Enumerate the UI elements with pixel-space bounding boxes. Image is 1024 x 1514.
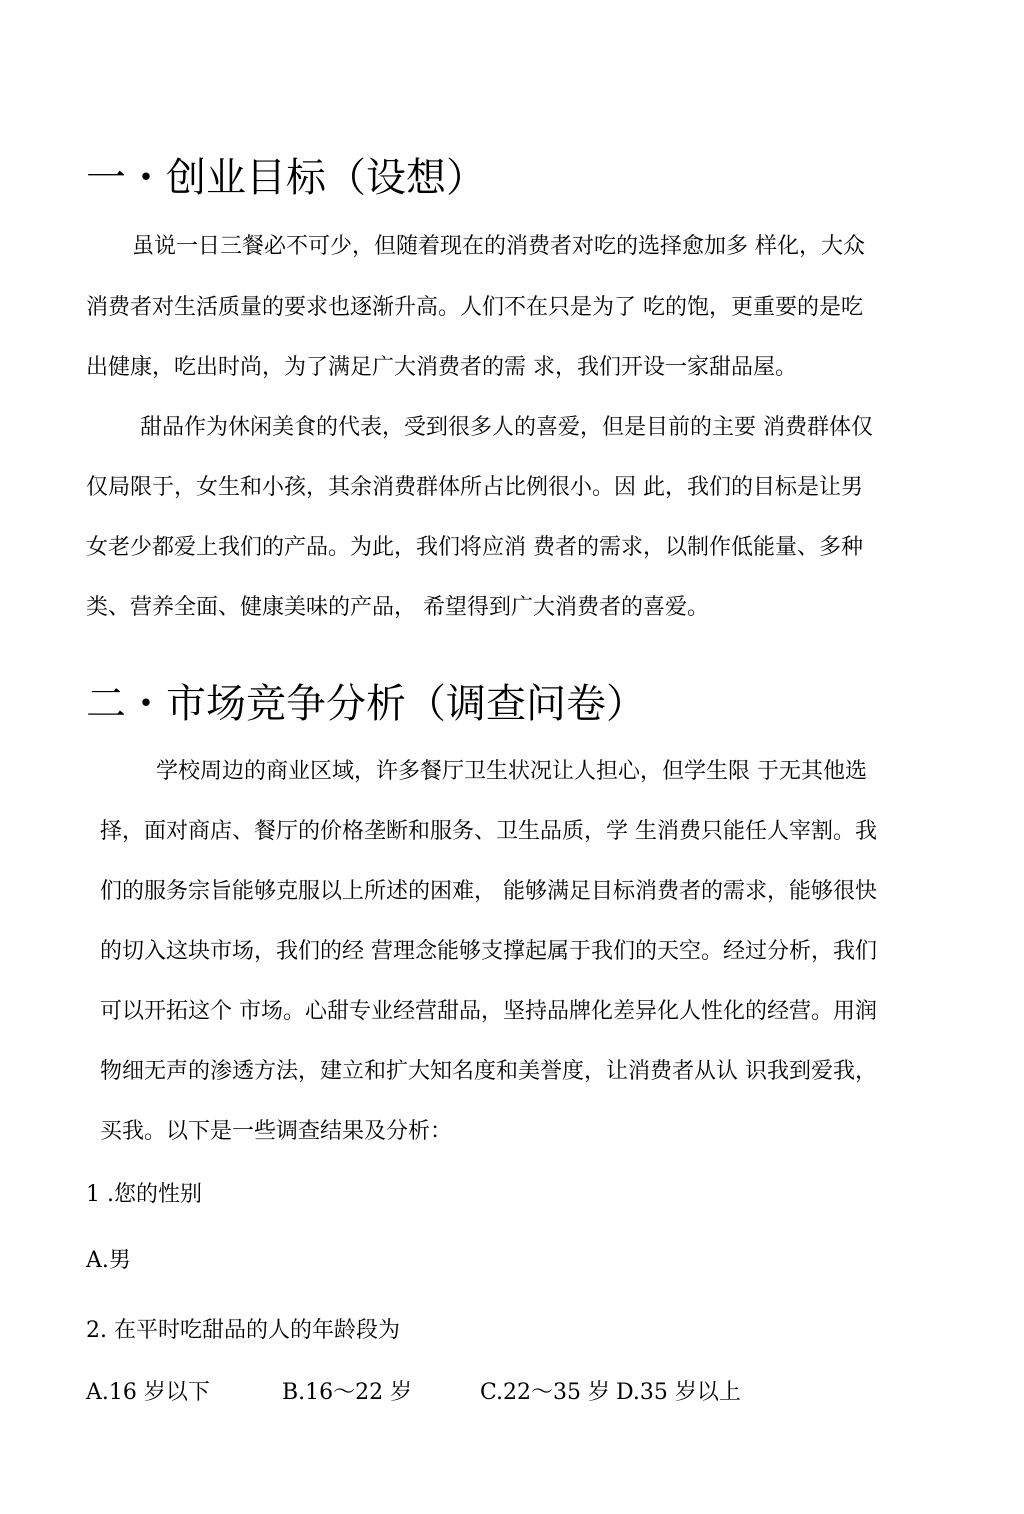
paragraph-line: 物细无声的渗透方法，建立和扩大知名度和美誉度，让消费者从认 识我到爱我， (100, 1059, 877, 1084)
paragraph-line: 虽说一日三餐必不可少，但随着现在的消费者对吃的选择愈加多 样化，大众 (132, 234, 865, 259)
survey-question-1: 1 .您的性别 (86, 1182, 202, 1207)
paragraph-line: 女老少都爱上我们的产品。为此，我们将应消 费者的需求，以制作低能量、多种 (86, 535, 863, 560)
survey-option: A.男 (86, 1248, 131, 1273)
paragraph-line: 类、营养全面、健康美味的产品， 希望得到广大消费者的喜爱。 (86, 595, 709, 620)
survey-option: D.35 岁以上 (616, 1380, 741, 1405)
survey-option: A.16 岁以下 (86, 1380, 210, 1405)
survey-option: B.16～22 岁 (282, 1380, 413, 1405)
paragraph-line: 甜品作为休闲美食的代表，受到很多人的喜爱，但是目前的主要 消费群体仅 (140, 415, 873, 440)
paragraph-line: 们的服务宗旨能够克服以上所述的困难， 能够满足目标消费者的需求，能够很快 (100, 879, 877, 904)
paragraph-line: 的切入这块市场，我们的经 营理念能够支撑起属于我们的天空。经过分析，我们 (100, 939, 877, 964)
survey-option: C.22～35 岁 (480, 1380, 611, 1405)
section-heading-2: 二・市场竞争分析（调查问卷） (86, 681, 646, 727)
survey-question-2: 2. 在平时吃甜品的人的年龄段为 (86, 1318, 400, 1343)
paragraph-line: 可以开拓这个 市场。心甜专业经营甜品，坚持品牌化差异化人性化的经营。用润 (100, 999, 877, 1024)
paragraph-line: 出健康，吃出时尚，为了满足广大消费者的需 求，我们开设一家甜品屋。 (86, 355, 797, 380)
paragraph-line: 买我。以下是一些调查结果及分析： (100, 1119, 453, 1144)
paragraph-line: 择，面对商店、餐厅的价格垄断和服务、卫生品质，学 生消费只能任人宰割。我 (100, 819, 877, 844)
paragraph-line: 消费者对生活质量的要求也逐渐升高。人们不在只是为了 吃的饱，更重要的是吃 (86, 295, 863, 320)
paragraph-line: 学校周边的商业区域，许多餐厅卫生状况让人担心，但学生限 于无其他选 (156, 759, 867, 784)
section-heading-1: 一・创业目标（设想） (86, 155, 486, 201)
paragraph-line: 仅局限于，女生和小孩，其余消费群体所占比例很小。因 此，我们的目标是让男 (86, 475, 863, 500)
